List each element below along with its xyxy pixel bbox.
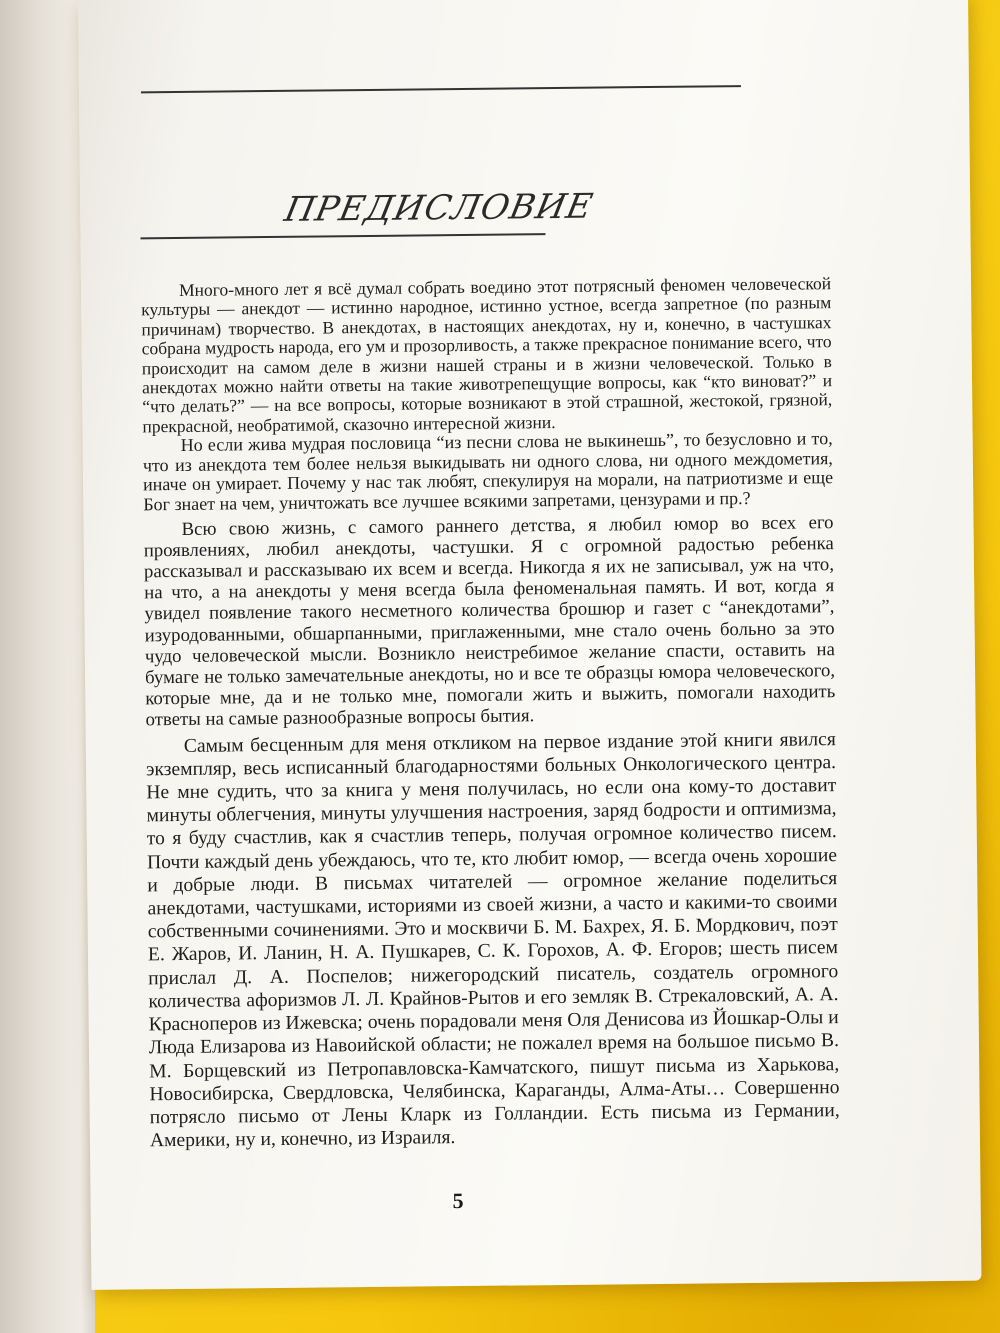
paragraph-2: Но если жива мудрая пословица “из песни слова не выкинешь”, то безусловно и то, что из анекдота тем более нельзя выкидывать ни одного слова, ни одного междометия, иначе он умирает. Почему у нас так любят, спекулируя на морали, на патриотизме и еще Бог знает на чем, уничтожать все лучшее всякими запретами, цензурами и пр.? bbox=[142, 428, 834, 515]
page-title: ПРЕДИСЛОВИЕ bbox=[281, 186, 597, 230]
preface-body bbox=[141, 274, 840, 1152]
paragraph-4: Самым бесценным для меня откликом на первое издание этой книги явился экземпляр, весь исписанный благодарностями больных Онкологического центра. Не мне судить, что за книга у меня получилась, но если она кому-то доставит минуты облегчения, минуты улучшения настроения, заряд бодрости и оптимизма, то я буду счастлив, как я счастлив теперь, получая огромное количество писем. Почти каждый день убеждаюсь, что те, кто любит юмор, — всегда очень хорошие и добрые люди. В письмах читателей — огромное желание поделиться анекдотами, частушками, историями из своей жизни, а часто и какими-то своими собственными сочинениями. Это и москвичи Б. М. Бахрех, Я. Б. Мордкович, поэт Е. Жаров, И. Ланин, Н. А. Пушкарев, С. К. Горохов, А. Ф. Егоров; шесть писем прислал Д. А. Поспелов; нижегородский писатель, создатель огромного количества афоризмов Л. Л. Крайнов-Рытов и его земляк В. Стрекаловский, А. А. Красноперов из Ижевска; очень порадовали меня Оля Денисова из Йошкар-Олы и Люда Елизарова из Навоийской области; не пожалел время на большое письмо В. М. Борщевский из Петропавловска-Камчатского, пишут письма из Харькова, Новосибирска, Свердловска, Челябинска, Караганды, Алма-Аты… Совершенно потрясло письмо от Лены Кларк из Голландии. Есть письма из Германии, Америки, ну и, конечно, из Израиля. bbox=[145, 728, 840, 1152]
page-number: 5 bbox=[452, 1188, 464, 1214]
paragraph-1: Много-много лет я всё думал собрать воедино этот потрясный феномен человеческой культуры — анекдот — истинно народное, истинно устное, всегда запретное (по разным причинам) творчество. В анекдотах, в настоящих анекдотах, ну и, конечно, в частушках собрана мудрость народа, его ум и прозорливость, а также прекрасное понимание всего, что происходит на самом деле в жизни нашей страны и в жизни человеческой. Только в анекдотах можно найти ответы на такие животрепещущие вопросы, как “кто виноват?” и “что делать?” — на все вопросы, которые возникают в этой страшной, жестокой, грязной, прекрасной, необратимой, сказочно интересной жизни. bbox=[141, 273, 833, 437]
top-rule bbox=[141, 85, 741, 93]
title-underline bbox=[140, 233, 545, 239]
paragraph-3: Всю свою жизнь, с самого раннего детства, я любил юмор во всех его проявлениях, любил анекдоты, частушки. Я с огромной радостью ребенка рассказывал и рассказываю их всем и всегда. Никогда я их не записывал, уж на что, на что, а на анекдоты у меня всегда была феноменальная память. И вот, когда я увидел появление такого несметного количества брошюр и газет с “анекдотами”, изуродованными, обшарпанными, приглаженными, мне стало очень больно за это чудо человеческой мысли. Возникло неистребимое желание спасти, оставить на бумаге не только замечательные анекдоты, но и все те образцы юмора человеческого, которые мне, да и не только мне, помогали жить и выжить, помогали находить ответы на самые разнообразные вопросы бытия. bbox=[143, 511, 836, 731]
book-page bbox=[78, 0, 981, 1290]
